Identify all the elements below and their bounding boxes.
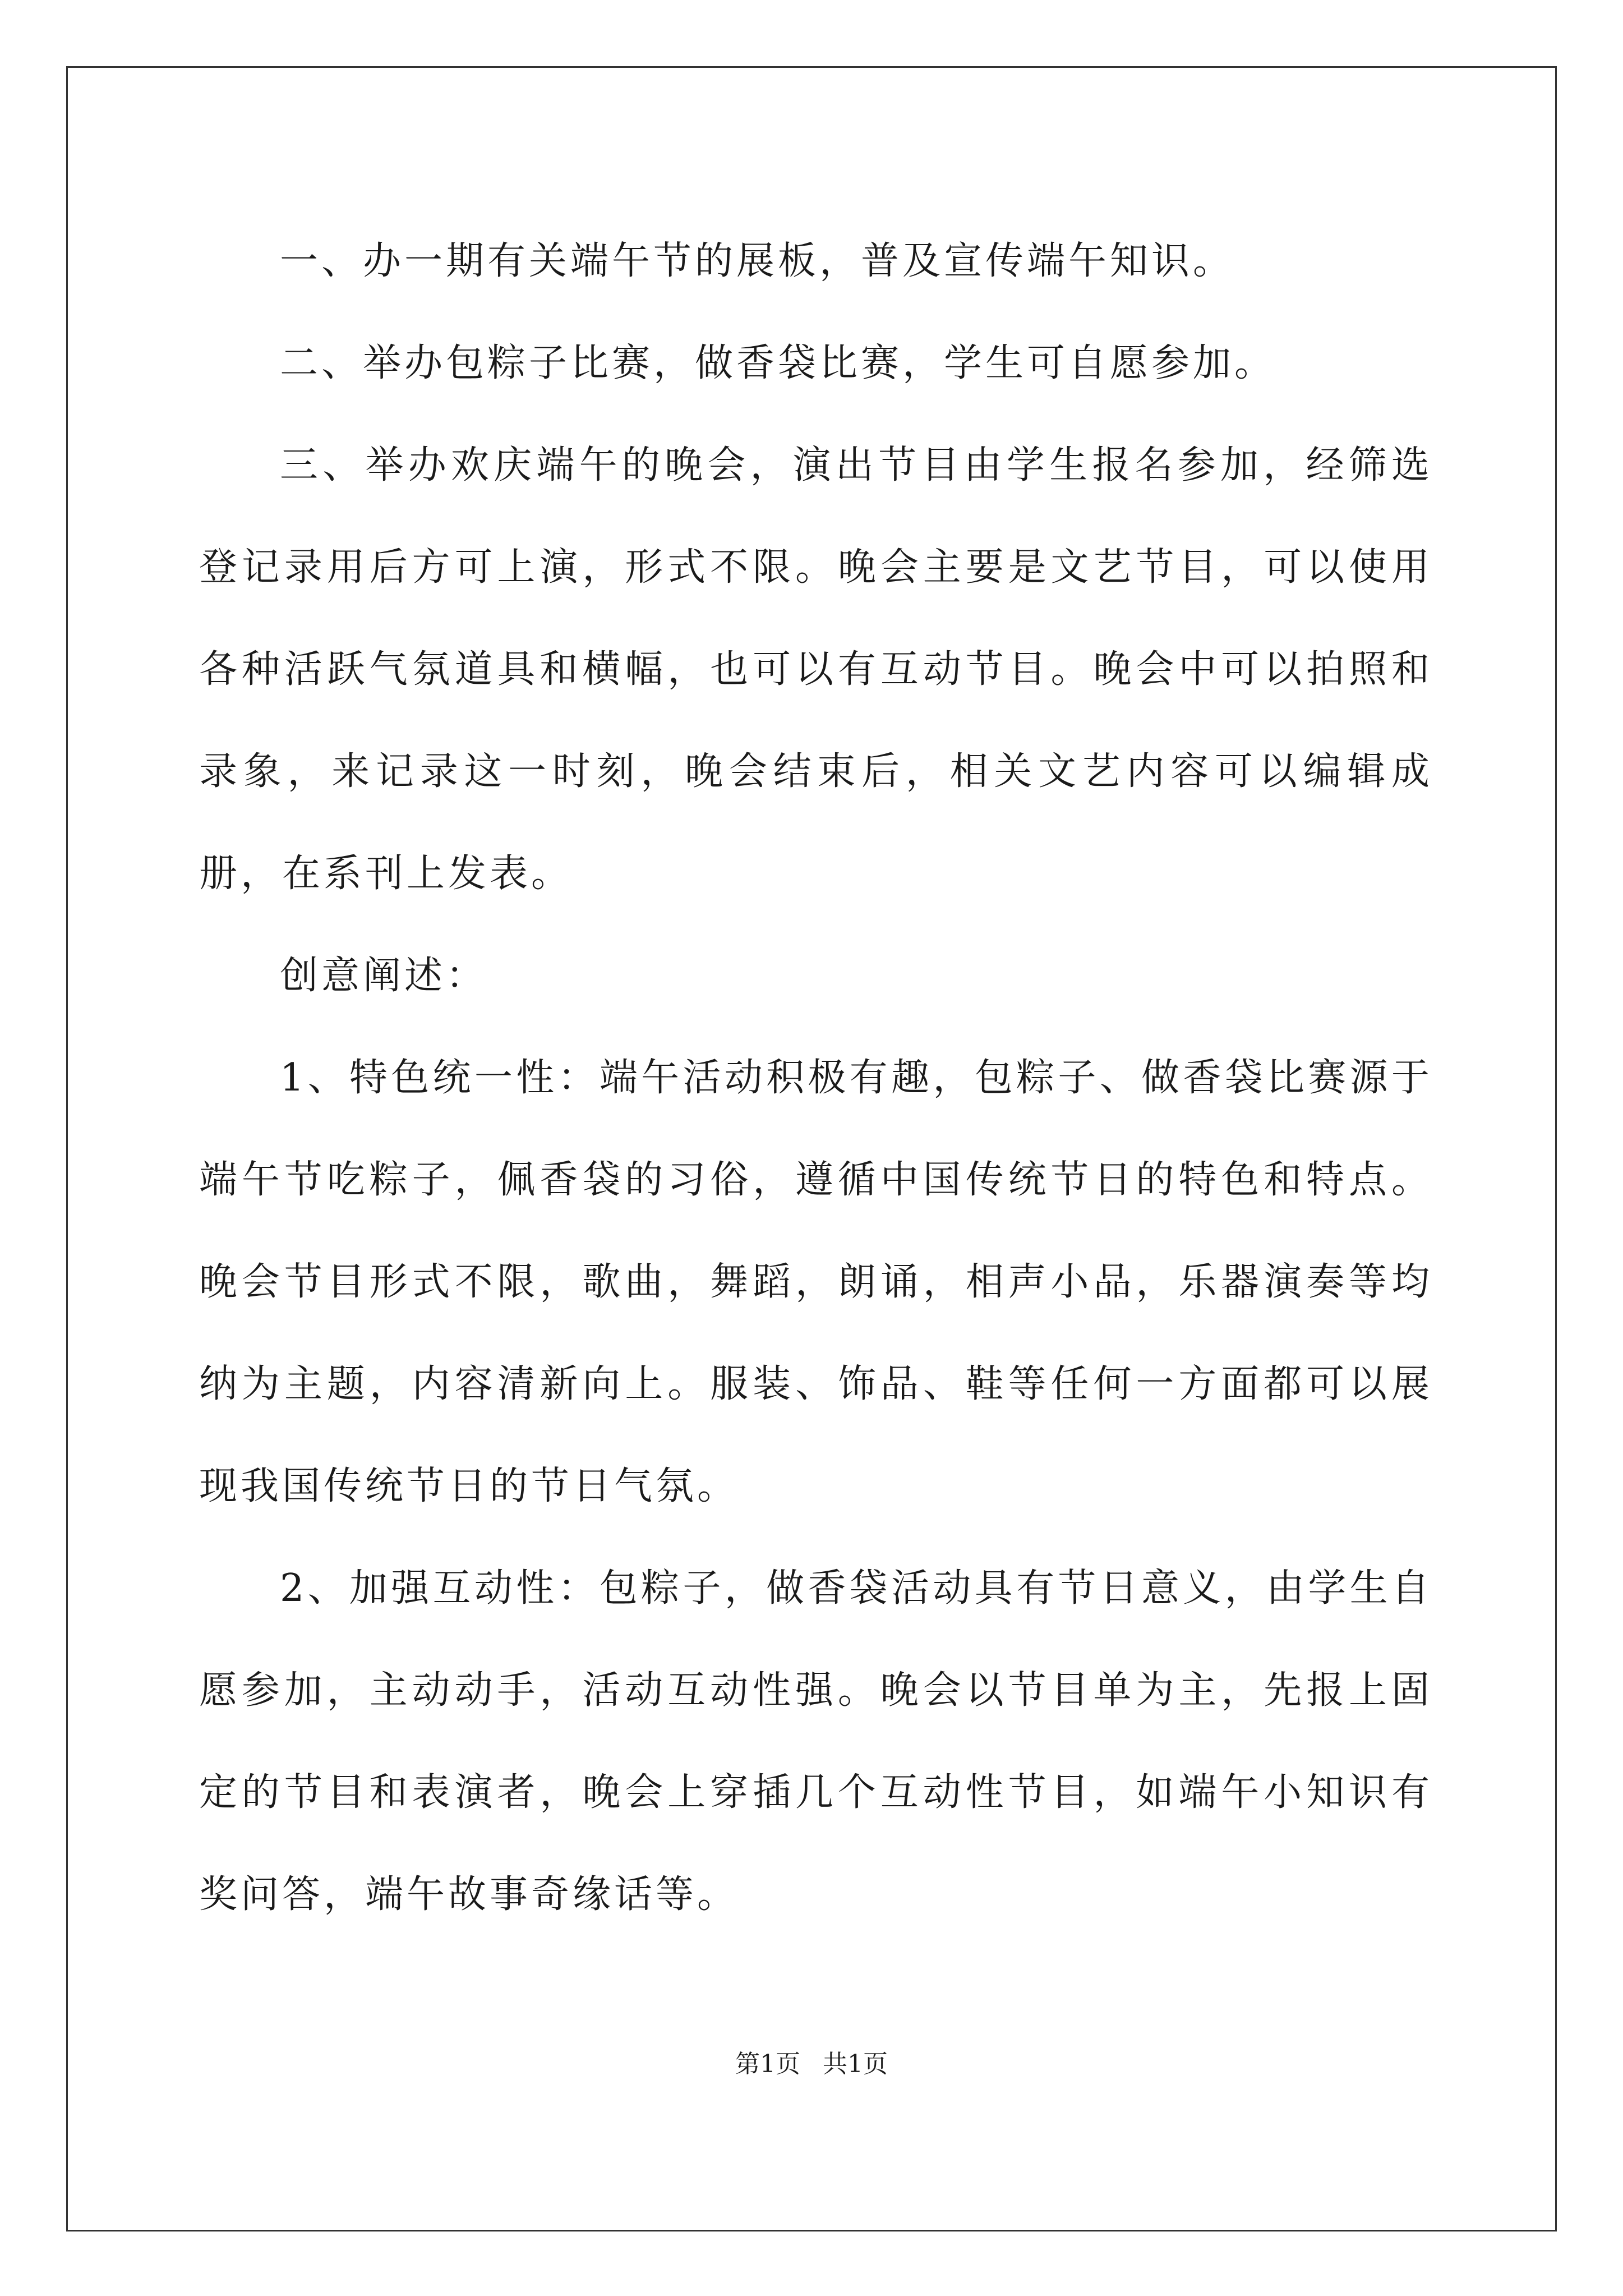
page-number: 第1页 — [735, 2050, 800, 2078]
page-footer — [0, 2047, 1623, 2081]
paragraph-4-heading: 创意阐述： — [280, 954, 488, 998]
paragraph-3: 三、举办欢庆端午的晚会，演出节目由学生报名参加，经筛选登记录用后方可上演，形式不限。晚会主要是文艺节目，可以使用各种活跃气氛道具和横幅，也可以有互动节目。晚会中可以拍照和录象，来记录这一时刻，晚会结束后，相关文艺内容可以编辑成册，在系刊上发表。 — [199, 443, 1433, 896]
paragraph-2: 二、举办包粽子比赛，做香袋比赛，学生可自愿参加。 — [280, 341, 1276, 385]
page-total: 共1页 — [823, 2050, 888, 2078]
paragraph-1: 一、办一期有关端午节的展板，普及宣传端午知识。 — [280, 239, 1235, 283]
paragraph-6: 2、加强互动性：包粽子，做香袋活动具有节日意义，由学生自愿参加，主动动手，活动互动性强。晚会以节目单为主，先报上固定的节目和表演者，晚会上穿插几个互动性节目，如端午小知识有奖问答，端午故事奇缘话等。 — [199, 1566, 1433, 1917]
document-body — [199, 210, 1433, 1946]
paragraph-5: 1、特色统一性：端午活动积极有趣，包粽子、做香袋比赛源于端午节吃粽子，佩香袋的习俗，遵循中国传统节日的特色和特点。晚会节目形式不限，歌曲，舞蹈，朗诵，相声小品，乐器演奏等均纳为主题，内容清新向上。服装、饰品、鞋等任何一方面都可以展现我国传统节日的节日气氛。 — [199, 1056, 1433, 1508]
